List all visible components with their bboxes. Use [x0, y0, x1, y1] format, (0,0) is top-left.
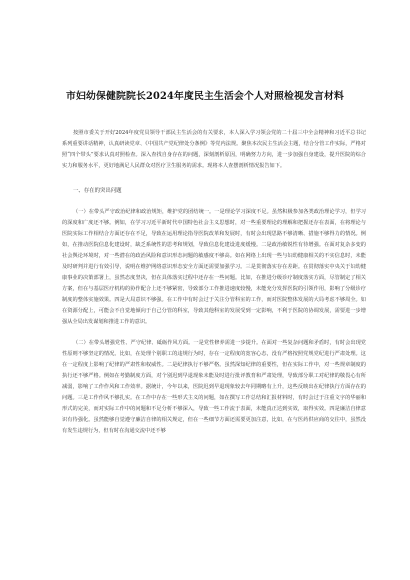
spacer	[62, 328, 366, 338]
document-body	[62, 128, 366, 437]
document-title: 市妇幼保健院院长2024年度民主生活会个人对照检视发言材料	[66, 91, 344, 102]
intro-paragraph: 按照市委关于开好2024年度党员领导干部民主生活会的有关要求，本人深入学习领会党的二十届三中全会精神和习近平总书记系列重要讲话精神，认真研读党章、《中国共产党纪律处分条例》等党内法规。聚焦本次民主生活会主题，结合分管工作实际，严格对照“四个带头”要求认真对照检查。深入查找自身存在的问题，深刻剖析原因，明确努力方向，进一步加强自身建设，提升医院的综合实力和服务水平，更好地满足人民群众对医疗卫生服务的需求。现将本人查摆剖析情况报告如下。	[62, 130, 366, 169]
paragraph-two: （二）在带头增强党性、严守纪律、砥砺作风方面。一是党性修养需进一步提升。在面对一些复杂问题和矛盾时，有时会出现党性原则不够坚定的情况。比如，在处理个别职工的违规行为时，存在一定程度的宽容心态，没有严格按照党规党纪进行严肃处理。这在一定程度上影响了纪律的严肃性和权威性。二是纪律执行不够严格。虽然深知纪律的重要性，但在实际工作中，对一些规章制度的执行还不够严格。例如在考勤制度方面，对个别迟到早退现象未能及时进行批评教育和严肃处理，导致部分职工对纪律的敬畏心有所减弱，影响了工作作风和工作效率。据统计，今年以来，医院迟到早退现象较去年同期略有上升，这些反映出在纪律执行方面存在的问题。三是工作作风不够扎实。在工作中存在一些形式主义的问题，如在撰写工作总结和汇报材料时，有时会过于注重文字的华丽和形式的完美，而对实际工作中的问题和不足分析不够深入，导致一些工作流于表面，未能真正达到实效，取得实效。四是廉洁自律意识有待强化。虽然能够自觉遵守廉洁自律的相关规定，但在一些细节方面还需要更加注意，比如，在与医药供应商的交往中，虽然没有发生违规行为，但有时在沟通交流中还不够	[62, 340, 366, 434]
spacer	[62, 172, 366, 182]
section-heading: 一、存在的突出问题	[73, 188, 122, 194]
paragraph-one: （一）在带头严守政治纪律和政治规矩，维护党的团结统一。一是理论学习深度不足。虽然积极参加各类政治理论学习，但学习的深度和广度还不够。例如，在学习习近平新时代中国特色社会主义思想时，对一些重要理论的理解和把握还存在表面，在将理论与医院实际工作相结合方面还存在不足，导致在运用理论指导医院改革和发展时，有时会出现思路不够清晰、措施不够得力的情况。例如，在推动医院信息化建设时，缺乏系统性的思考和规划，导致信息化建设进度缓慢。二是政治敏锐性有待增强。在面对复杂多变的社会舆论环境时，对一些潜在的政治风险和意识形态问题的敏感度不够高。如在网络上出现一些与妇幼健康相关的不实信息时，未能及时研判并进行有效引导，说明在维护网络意识形态安全方面还需要加强学习。三是贯彻落实存在差距。在贯彻落实中央关于妇幼健康事业的决策部署上，虽然态度坚决，但在具体落实过程中还存在一些问题。比如，在推进分级诊疗制度落实方面，尽管制定了相关方案，但在与基层医疗机构的协作配合上还不够紧密，导致部分工作推进速度较慢，未能充分发挥医院的引领作用，影响了分级诊疗制度的整体实施效果。四是大局意识不够强。在工作中有时会过于关注分管科室的工作，而对医院整体发展的大局考虑不够周全。如在资源分配上，可能会不自觉地倾向于自己分管的科室，导致其他科室的发展受到一定影响，不利于医院的协调发展，需要进一步增强从全局出发谋划和推进工作的意识。	[62, 209, 366, 325]
